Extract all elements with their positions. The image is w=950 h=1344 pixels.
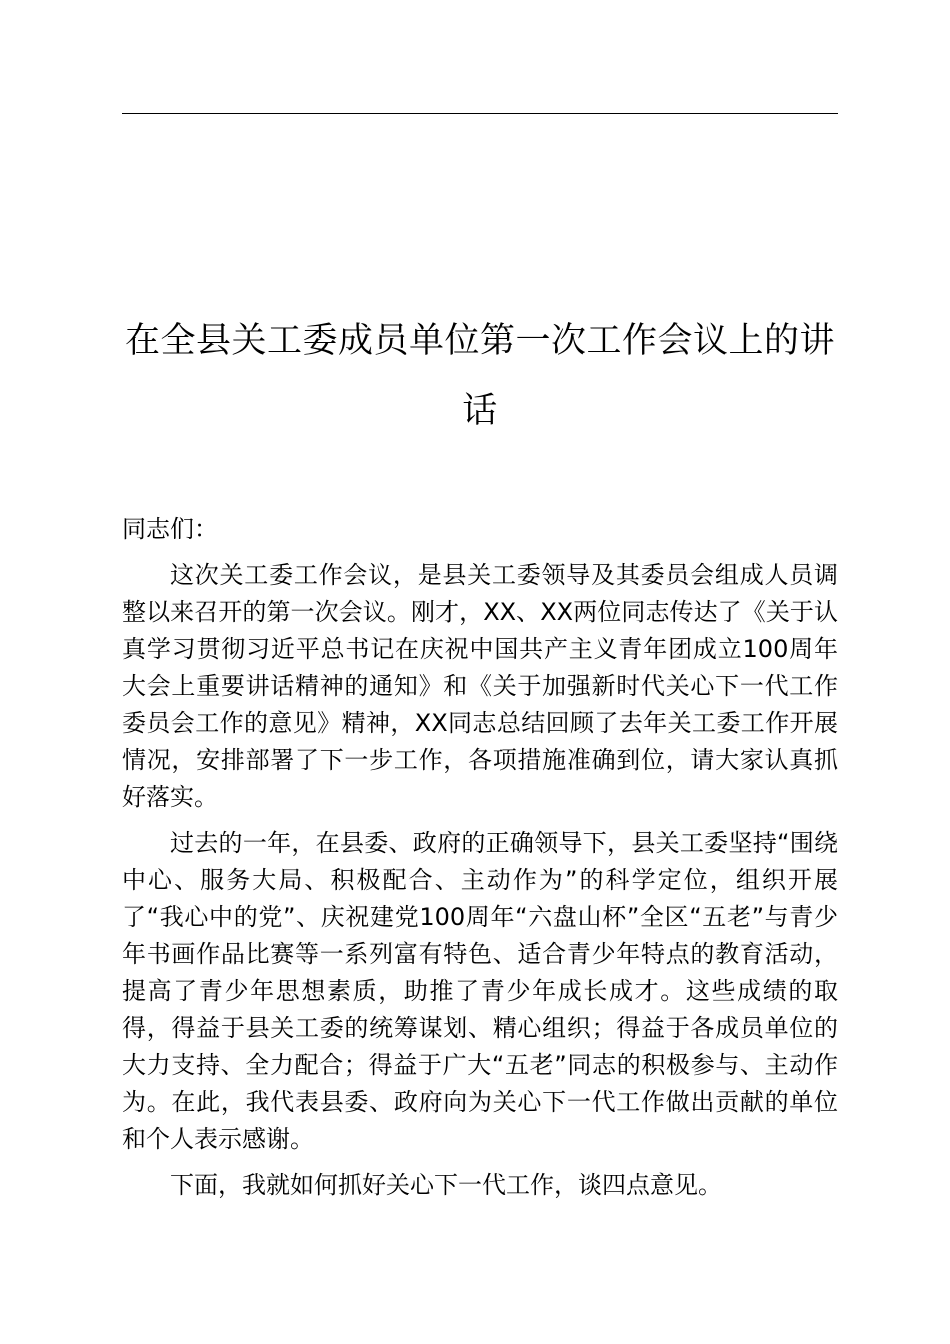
paragraph-1: 这次关工委工作会议，是县关工委领导及其委员会组成人员调整以来召开的第一次会议。刚才，XX、XX两位同志传达了《关于认真学习贯彻习近平总书记在庆祝中国共产主义青年团成立100周年大会上重要讲话精神的通知》和《关于加强新时代关心下一代工作委员会工作的意见》精神，XX同志总结回顾了去年关工委工作开展情况，安排部署了下一步工作，各项措施准确到位，请大家认真抓好落实。 bbox=[122, 561, 838, 811]
paragraph-2: 过去的一年，在县委、政府的正确领导下，县关工委坚持“围绕中心、服务大局、积极配合、主动作为”的科学定位，组织开展了“我心中的党”、庆祝建党100周年“六盘山杯”全区“五老”与青少年书画作品比赛等一系列富有特色、适合青少年特点的教育活动，提高了青少年思想素质，助推了青少年成长成才。这些成绩的取得，得益于县关工委的统筹谋划、精心组织；得益于各成员单位的大力支持、全力配合；得益于广大“五老”同志的积极参与、主动作为。在此，我代表县委、政府向为关心下一代工作做出贡献的单位和个人表示感谢。 bbox=[122, 829, 838, 1153]
paragraph-3: 下面，我就如何抓好关心下一代工作，谈四点意见。 bbox=[170, 1171, 722, 1199]
salutation: 同志们： bbox=[122, 515, 218, 543]
header-rule bbox=[122, 113, 838, 114]
document-title: 在全县关工委成员单位第一次工作会议上的讲话 bbox=[124, 321, 835, 431]
document-body bbox=[122, 511, 838, 1213]
